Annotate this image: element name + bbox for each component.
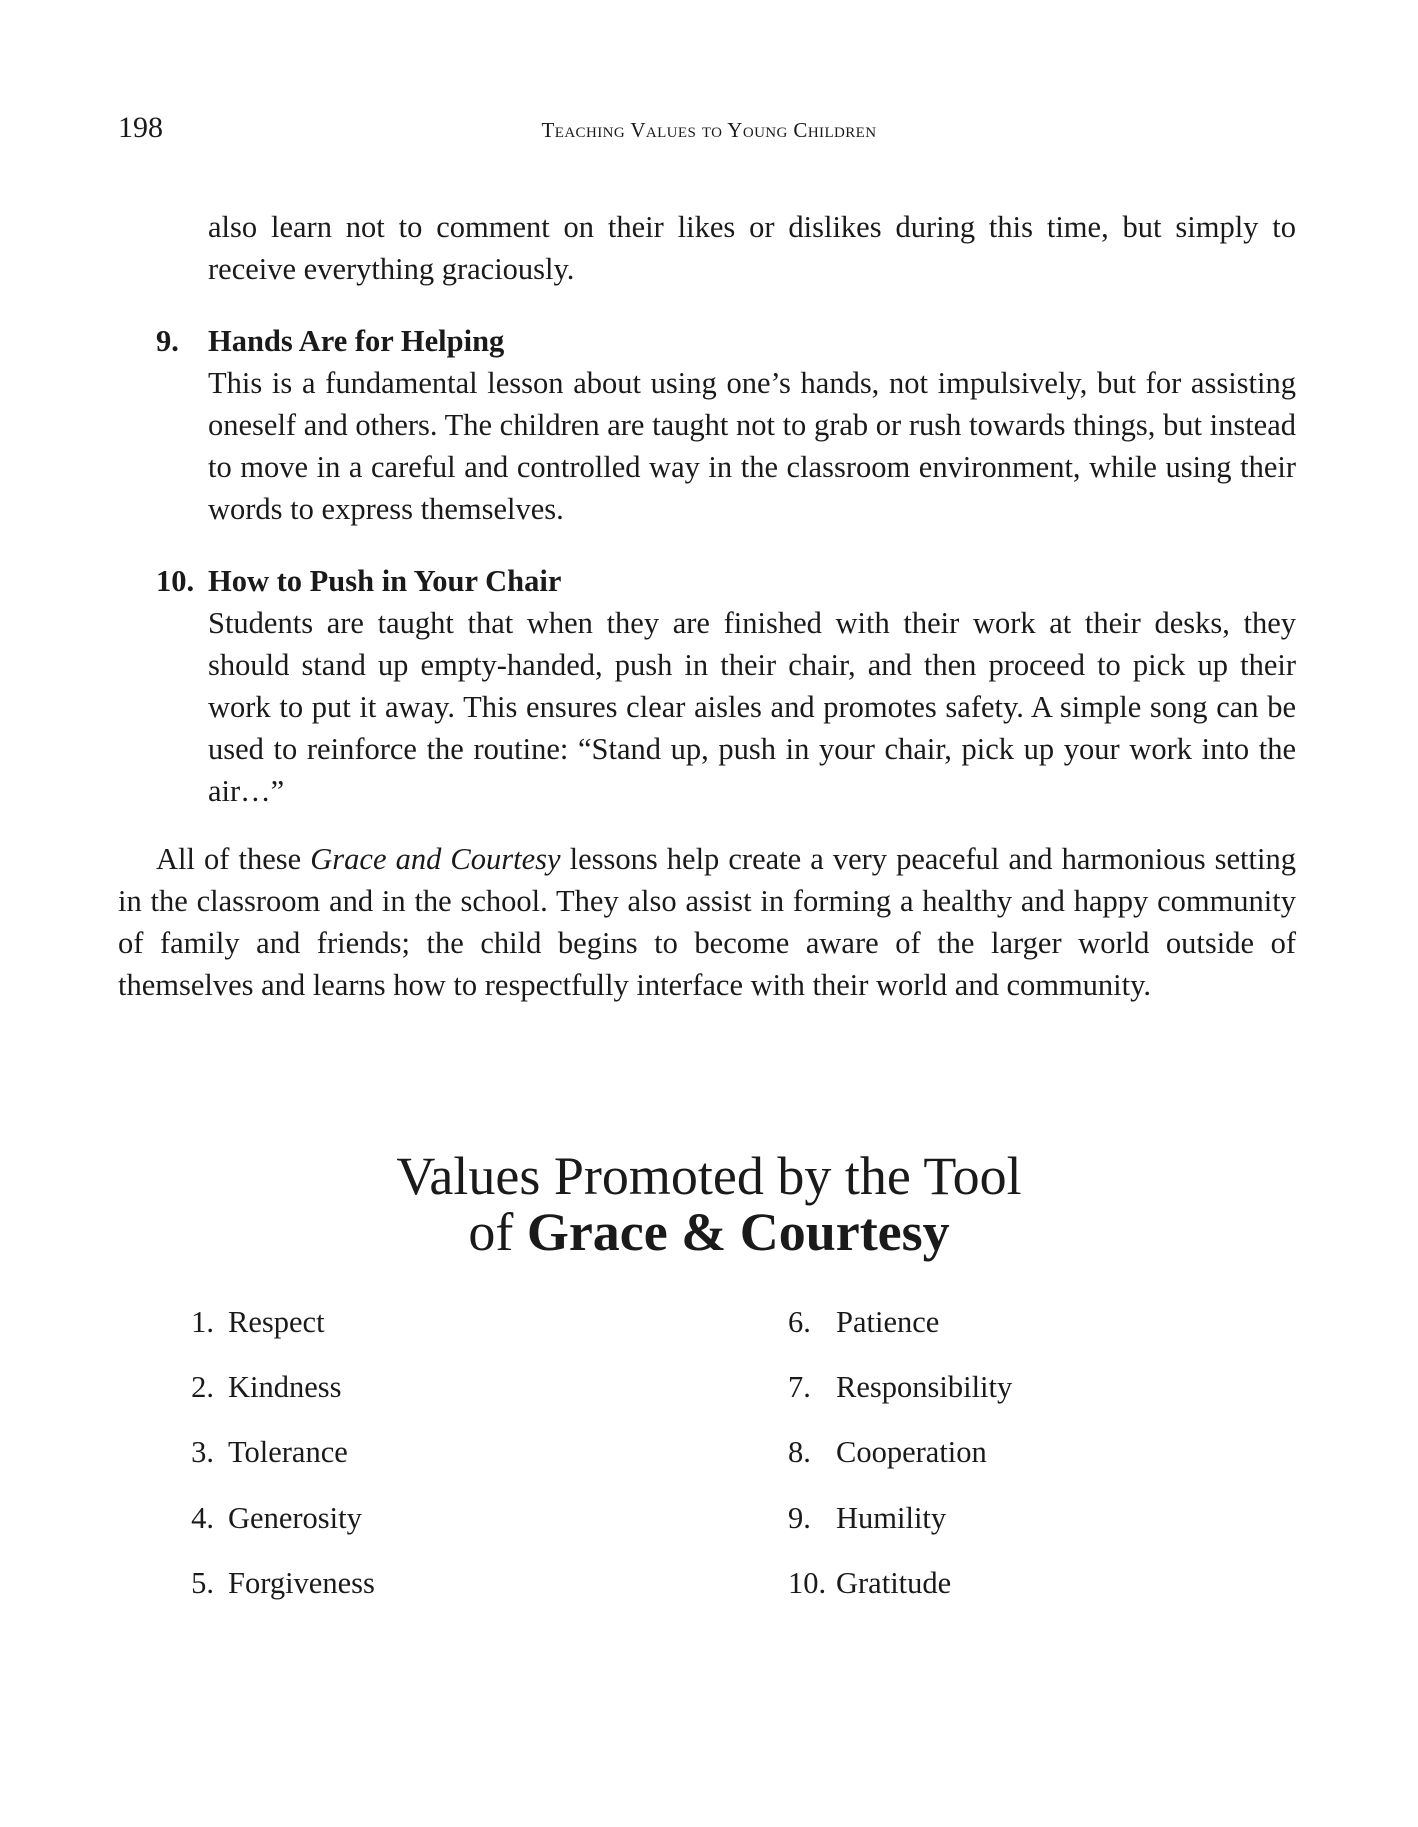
value-number: 8.: [788, 1435, 811, 1469]
value-number: 2.: [191, 1370, 214, 1404]
body-text: [118, 206, 1296, 1006]
value-item: [166, 1302, 325, 1342]
value-label: Gratitude: [836, 1566, 952, 1600]
value-number: 9.: [788, 1501, 811, 1535]
value-label: Cooperation: [836, 1435, 987, 1469]
page-number: 198: [118, 111, 163, 144]
value-number: 5.: [191, 1566, 214, 1600]
section-title: [0, 1148, 1418, 1260]
value-label: Respect: [228, 1305, 325, 1339]
section-title-bold: Grace & Courtesy: [526, 1202, 950, 1262]
value-number: 3.: [191, 1435, 214, 1469]
section-title-prefix: of: [468, 1202, 527, 1262]
value-label: Responsibility: [836, 1370, 1013, 1404]
value-item: [166, 1367, 342, 1407]
list-item: [118, 320, 1296, 530]
summary-italic-term: Grace and Courtesy: [310, 842, 561, 876]
section-title-line-2: [0, 1204, 1418, 1260]
value-item: [788, 1432, 987, 1472]
value-label: Tolerance: [228, 1435, 348, 1469]
list-item-number: 9.: [156, 324, 179, 358]
value-item: [788, 1563, 951, 1603]
list-item-title: How to Push in Your Chair: [208, 564, 562, 598]
value-number: 7.: [788, 1370, 811, 1404]
value-label: Humility: [836, 1501, 947, 1535]
value-label: Forgiveness: [228, 1566, 375, 1600]
list-item-heading: [118, 560, 1296, 602]
continuation-paragraph: also learn not to comment on their likes or dislikes during this time, but simply to receive everything graciously.: [208, 210, 1296, 286]
section-title-line-1: Values Promoted by the Tool: [396, 1146, 1022, 1206]
value-label: Generosity: [228, 1501, 362, 1535]
list-item-text: Students are taught that when they are finished with their work at their desks, they should stand up empty-handed, push in their chair, and then proceed to pick up their work to put it away. This ensures clear aisles and promotes safety. A simple song can be used to reinforce the routine: “Stand up, push in your chair, pick up your work into the air…”: [208, 606, 1296, 808]
value-number: 6.: [788, 1305, 811, 1339]
value-item: [788, 1498, 946, 1538]
value-number: 4.: [191, 1501, 214, 1535]
value-item: [166, 1432, 348, 1472]
value-item: [788, 1367, 1012, 1407]
value-item: [166, 1498, 362, 1538]
list-item-title: Hands Are for Helping: [208, 324, 505, 358]
list-item: [118, 560, 1296, 812]
list-item-text: This is a fundamental lesson about using one’s hands, not impulsively, but for assisting oneself and others. The children are taught not to grab or rush towards things, but instead to move in a careful and controlled way in the classroom environment, while using their words to express themselves.: [208, 366, 1296, 526]
list-item-heading: [118, 320, 1296, 362]
value-item: [166, 1563, 375, 1603]
value-number: 1.: [191, 1305, 214, 1339]
running-head: Teaching Values to Young Children: [541, 118, 877, 142]
summary-paragraph: [118, 838, 1296, 1006]
list-item-number: 10.: [156, 564, 195, 598]
value-label: Kindness: [228, 1370, 342, 1404]
value-item: [788, 1302, 939, 1342]
summary-text-before: All of these: [156, 842, 311, 876]
value-label: Patience: [836, 1305, 940, 1339]
summary-text-after: lessons help create a very peaceful and harmonious setting in the classroom and in the school. They also assist in forming a healthy and happy community of family and friends; the child begins to become aware of the larger world outside of themselves and learns how to respectfully interface with their world and community.: [118, 842, 1296, 1002]
value-number: 10.: [788, 1566, 827, 1600]
